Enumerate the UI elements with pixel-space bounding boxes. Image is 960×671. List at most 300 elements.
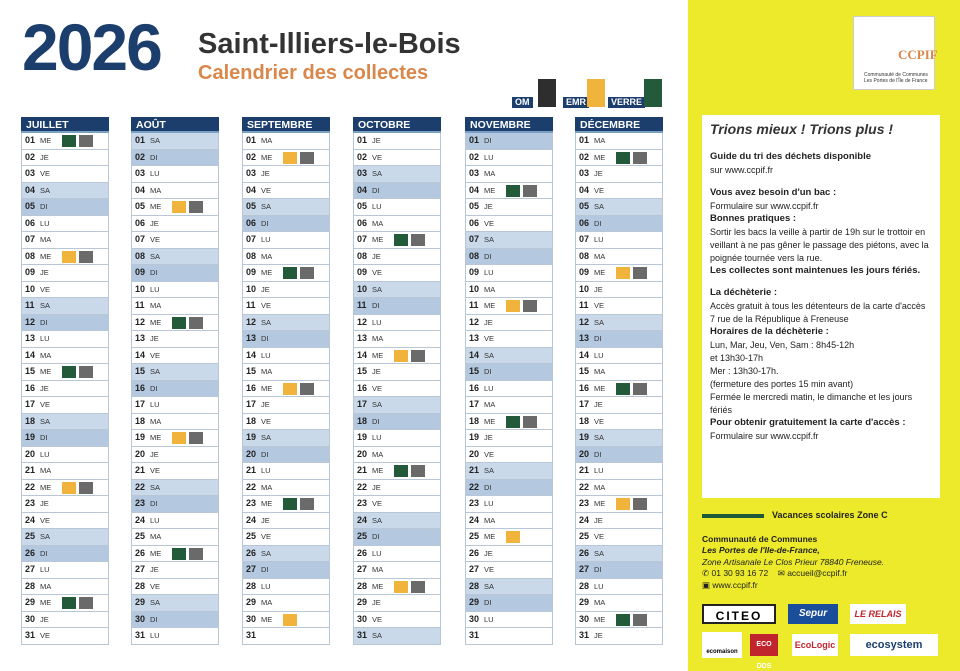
day-row: [465, 381, 553, 398]
day-name: MA: [372, 334, 384, 343]
day-number: 31: [469, 630, 480, 640]
day-number: 17: [135, 399, 146, 409]
day-row: [465, 562, 553, 579]
day-number: 15: [357, 366, 368, 376]
day-name: JE: [372, 251, 381, 261]
day-row: [353, 232, 441, 249]
day-row: [353, 579, 441, 596]
day-number: 22: [357, 481, 368, 492]
collection-emr-marker: [62, 251, 76, 263]
month-column: [21, 117, 109, 645]
day-number: 07: [246, 234, 257, 244]
collection-marks: [394, 234, 425, 246]
partner-eco-dds: ECO DDS: [750, 634, 778, 656]
day-number: 29: [135, 597, 146, 607]
collection-marks: [394, 465, 425, 477]
month-column: [575, 117, 663, 645]
day-name: SA: [372, 400, 383, 409]
card-text: Formulaire sur www.ccpif.fr: [710, 431, 819, 442]
day-row: [21, 216, 109, 233]
day-number: 31: [246, 630, 257, 640]
collection-marks: [506, 416, 537, 428]
day-number: 06: [357, 217, 368, 228]
day-row: [242, 480, 330, 497]
day-name: LU: [372, 548, 382, 558]
day-name: VE: [261, 532, 272, 541]
day-name: JE: [150, 218, 159, 228]
day-name: LU: [484, 614, 494, 624]
day-row: [465, 265, 553, 282]
day-name: DI: [261, 565, 269, 574]
day-row: [131, 298, 219, 315]
collection-verre-marker: [616, 383, 630, 395]
day-row: [353, 265, 441, 282]
day-name: MA: [261, 251, 273, 261]
day-name: MA: [150, 301, 162, 310]
collection-emr-marker: [172, 201, 186, 213]
day-row: [21, 397, 109, 414]
logo-text: CCPIF: [898, 47, 938, 62]
day-name: DI: [150, 152, 158, 162]
day-name: JE: [40, 614, 49, 624]
day-number: 08: [469, 250, 480, 261]
day-row: [353, 447, 441, 464]
day-number: 31: [135, 630, 146, 640]
collection-verre-marker: [506, 185, 520, 197]
day-row: [131, 265, 219, 282]
day-name: SA: [261, 433, 272, 442]
day-number: 26: [469, 547, 480, 558]
day-row: [131, 381, 219, 398]
collection-ref-marker: [300, 383, 314, 395]
collection-verre-marker: [616, 614, 630, 626]
collection-ref-marker: [411, 581, 425, 593]
month-header: DÉCEMBRE: [575, 117, 663, 133]
day-row: [575, 463, 663, 480]
day-number: 13: [135, 333, 146, 343]
day-row: [465, 298, 553, 315]
day-row: [21, 529, 109, 546]
day-number: 27: [25, 564, 36, 574]
day-name: ME: [594, 614, 606, 624]
day-number: 02: [469, 151, 480, 162]
day-name: SA: [372, 284, 383, 294]
day-row: [465, 249, 553, 266]
day-number: 25: [357, 531, 368, 541]
day-row: [131, 463, 219, 480]
day-row: [353, 348, 441, 365]
day-row: [21, 249, 109, 266]
collection-marks: [62, 597, 93, 609]
day-number: 08: [246, 250, 257, 261]
day-name: VE: [150, 581, 161, 591]
collection-marks: [172, 548, 203, 560]
collection-marks: [616, 267, 647, 279]
day-name: SA: [484, 235, 495, 244]
guide-url[interactable]: sur www.ccpif.fr: [710, 164, 774, 175]
day-row: [575, 232, 663, 249]
org-line-3: Zone Artisanale Le Clos Prieur 78840 Freneuse.: [702, 556, 885, 567]
day-number: 29: [579, 597, 590, 607]
collection-verre-marker: [394, 234, 408, 246]
day-number: 04: [579, 184, 590, 195]
day-number: 05: [25, 201, 36, 211]
day-number: 26: [357, 547, 368, 558]
day-number: 30: [357, 613, 368, 624]
day-number: 06: [579, 217, 590, 228]
day-row: [21, 282, 109, 299]
day-number: 12: [135, 316, 146, 327]
day-row: [21, 315, 109, 332]
day-name: SA: [594, 548, 605, 558]
day-number: 28: [25, 580, 36, 591]
collection-marks: [283, 152, 314, 164]
collection-marks: [506, 185, 537, 197]
collection-verre-marker: [62, 597, 76, 609]
day-name: ME: [484, 185, 496, 195]
day-number: 20: [135, 448, 146, 459]
day-number: 30: [135, 613, 146, 624]
day-name: LU: [40, 565, 50, 574]
day-row: [242, 447, 330, 464]
day-row: [353, 496, 441, 513]
day-row: [131, 496, 219, 513]
day-name: VE: [594, 416, 605, 426]
day-name: VE: [484, 449, 495, 459]
day-number: 13: [469, 333, 480, 343]
email-address[interactable]: accueil@ccpif.fr: [787, 568, 848, 579]
day-row: [465, 546, 553, 563]
calendar-subtitle: Calendrier des collectes: [198, 62, 429, 84]
day-row: [21, 546, 109, 563]
day-number: 02: [357, 151, 368, 162]
day-name: MA: [40, 581, 52, 591]
legend-om: [512, 74, 558, 110]
bac-text: Formulaire sur www.ccpif.fr: [710, 200, 819, 211]
day-number: 25: [469, 531, 480, 541]
day-row: [575, 348, 663, 365]
collection-emr-marker: [506, 300, 520, 312]
day-row: [21, 364, 109, 381]
day-row: [465, 216, 553, 233]
collection-ref-marker: [300, 152, 314, 164]
day-number: 24: [357, 514, 368, 525]
day-name: VE: [372, 383, 383, 393]
day-number: 11: [579, 300, 589, 310]
collection-ref-marker: [523, 300, 537, 312]
day-row: [21, 496, 109, 513]
day-row: [353, 315, 441, 332]
day-row: [575, 166, 663, 183]
collection-marks: [62, 251, 93, 263]
day-row: [465, 480, 553, 497]
day-row: [575, 265, 663, 282]
day-number: 19: [246, 432, 257, 442]
day-name: MA: [484, 284, 496, 294]
day-name: VE: [372, 614, 383, 624]
day-number: 09: [25, 267, 36, 277]
day-name: VE: [484, 334, 495, 343]
day-row: [131, 166, 219, 183]
day-row: [353, 331, 441, 348]
day-name: JE: [594, 400, 603, 409]
collection-emr-marker: [506, 531, 520, 543]
day-row: [21, 199, 109, 216]
website-link[interactable]: www.ccpif.fr: [712, 579, 758, 590]
day-name: DI: [484, 482, 492, 492]
collection-ref-marker: [189, 432, 203, 444]
phone-number[interactable]: 01 30 93 16 72: [711, 568, 769, 579]
day-row: [465, 612, 553, 629]
day-row: [131, 612, 219, 629]
day-row: [353, 397, 441, 414]
day-number: 18: [579, 415, 590, 426]
day-row: [465, 496, 553, 513]
partner-sepur: Sepur: [788, 604, 838, 624]
day-number: 25: [579, 531, 590, 541]
day-number: 16: [579, 382, 590, 393]
day-name: VE: [150, 466, 161, 475]
day-name: ME: [372, 581, 384, 591]
day-number: 17: [357, 399, 368, 409]
day-row: [575, 562, 663, 579]
day-number: 22: [469, 481, 480, 492]
day-number: 31: [357, 630, 368, 640]
month-column: [353, 117, 441, 645]
day-row: [21, 183, 109, 200]
day-number: 04: [357, 184, 368, 195]
day-name: LU: [484, 268, 494, 277]
collection-ref-marker: [633, 152, 647, 164]
day-row: [575, 628, 663, 645]
collection-ref-marker: [189, 317, 203, 329]
day-name: DI: [150, 614, 158, 624]
month-column: [131, 117, 219, 645]
day-number: 15: [135, 366, 146, 376]
day-row: [465, 315, 553, 332]
day-row: [21, 298, 109, 315]
day-row: [21, 150, 109, 167]
day-number: 20: [357, 448, 368, 459]
collection-marks: [616, 383, 647, 395]
day-name: VE: [372, 152, 383, 162]
day-name: SA: [40, 185, 51, 195]
practices-title: Bonnes pratiques :: [710, 212, 797, 224]
day-row: [465, 529, 553, 546]
collection-ref-marker: [79, 135, 93, 147]
day-name: ME: [261, 268, 273, 277]
day-name: VE: [261, 185, 272, 195]
org-line-1: Communauté de Communes: [702, 534, 818, 544]
day-number: 04: [469, 184, 480, 195]
day-name: JE: [372, 482, 381, 492]
day-number: 16: [357, 382, 368, 393]
org-line-2: Les Portes de l'Ile-de-France,: [702, 545, 820, 556]
day-row: [21, 331, 109, 348]
day-number: 03: [579, 168, 590, 178]
day-name: ME: [484, 532, 496, 541]
day-name: LU: [594, 581, 604, 591]
day-number: 16: [246, 382, 257, 393]
school-holidays-bar: [702, 514, 764, 518]
practices-note: Les collectes sont maintenues les jours fériés.: [710, 264, 921, 276]
legend-emr-label: EMR: [563, 97, 589, 108]
day-number: 06: [246, 217, 257, 228]
day-number: 05: [469, 201, 480, 211]
day-number: 10: [25, 283, 36, 294]
day-name: MA: [40, 466, 52, 475]
day-name: MA: [594, 251, 606, 261]
day-row: [242, 612, 330, 629]
collection-marks: [62, 135, 93, 147]
day-row: [465, 513, 553, 530]
year-title: 2026: [22, 10, 161, 84]
collection-marks: [616, 152, 647, 164]
day-row: [353, 150, 441, 167]
day-name: MA: [261, 367, 273, 376]
day-number: 21: [579, 465, 590, 475]
day-row: [131, 430, 219, 447]
day-name: SA: [261, 202, 272, 211]
day-name: MA: [484, 169, 496, 178]
collection-emr-marker: [616, 498, 630, 510]
day-row: [131, 562, 219, 579]
day-number: 22: [135, 481, 146, 492]
day-number: 24: [579, 514, 590, 525]
day-row: [353, 216, 441, 233]
day-number: 05: [579, 201, 590, 211]
day-row: [353, 249, 441, 266]
day-row: [575, 397, 663, 414]
day-number: 03: [357, 168, 368, 178]
day-number: 09: [135, 267, 146, 277]
day-name: SA: [40, 301, 51, 310]
day-number: 20: [579, 448, 590, 459]
day-name: ME: [261, 614, 273, 624]
day-row: [131, 183, 219, 200]
day-name: VE: [594, 301, 605, 310]
day-row: [353, 166, 441, 183]
day-name: LU: [261, 466, 271, 475]
day-name: LU: [150, 631, 160, 640]
day-row: [575, 595, 663, 612]
collection-verre-marker: [62, 366, 76, 378]
partner-citeo: CITEO: [702, 604, 776, 624]
day-name: SA: [150, 598, 161, 607]
day-number: 29: [246, 597, 257, 607]
day-row: [21, 595, 109, 612]
collection-marks: [62, 366, 93, 378]
day-name: SA: [484, 581, 495, 591]
day-row: [575, 447, 663, 464]
day-number: 21: [469, 465, 480, 475]
day-number: 12: [357, 316, 368, 327]
day-name: VE: [40, 515, 51, 525]
day-name: JE: [261, 169, 270, 178]
day-row: [242, 381, 330, 398]
day-number: 30: [25, 613, 36, 624]
day-name: JE: [594, 515, 603, 525]
day-name: DI: [594, 334, 602, 343]
collection-verre-marker: [506, 416, 520, 428]
day-name: ME: [150, 317, 162, 327]
day-row: [465, 331, 553, 348]
day-name: MA: [261, 598, 273, 607]
day-name: JE: [261, 284, 270, 294]
day-name: MA: [150, 185, 162, 195]
day-number: 15: [579, 366, 590, 376]
day-name: SA: [150, 136, 161, 145]
day-number: 02: [246, 151, 257, 162]
day-number: 25: [135, 531, 146, 541]
day-row: [575, 315, 663, 332]
day-number: 14: [135, 349, 146, 360]
om-bin-icon: [538, 79, 556, 107]
day-name: SA: [372, 169, 383, 178]
logo-caption: Communauté de Communes Les Portes de l'Île de France: [864, 72, 928, 84]
collection-ref-marker: [79, 251, 93, 263]
day-number: 12: [469, 316, 480, 327]
day-number: 09: [579, 267, 590, 277]
collection-ref-marker: [300, 498, 314, 510]
day-number: 30: [469, 613, 480, 624]
day-row: [465, 183, 553, 200]
collection-ref-marker: [79, 482, 93, 494]
closed-text: Fermée le mercredi matin, le dimanche et les jours fériés: [710, 392, 913, 416]
day-row: [575, 133, 663, 150]
day-row: [242, 348, 330, 365]
day-name: ME: [594, 268, 606, 277]
collection-ref-marker: [633, 267, 647, 279]
day-row: [353, 628, 441, 645]
day-number: 01: [135, 135, 146, 145]
day-number: 24: [246, 514, 257, 525]
day-number: 01: [357, 135, 368, 145]
day-number: 19: [25, 432, 36, 442]
org-contact: [702, 534, 942, 591]
day-name: ME: [40, 482, 52, 492]
day-number: 08: [25, 250, 36, 261]
day-name: JE: [40, 383, 49, 393]
day-name: VE: [150, 235, 161, 244]
collection-marks: [394, 350, 425, 362]
day-number: 02: [579, 151, 590, 162]
day-name: SA: [484, 350, 495, 360]
day-name: JE: [594, 169, 603, 178]
day-number: 10: [246, 283, 257, 294]
day-row: [465, 348, 553, 365]
day-row: [21, 628, 109, 645]
day-name: JE: [484, 548, 493, 558]
collection-emr-marker: [394, 581, 408, 593]
day-number: 09: [246, 267, 257, 277]
day-number: 07: [135, 234, 146, 244]
day-name: LU: [594, 466, 604, 475]
day-name: VE: [594, 532, 605, 541]
day-name: LU: [150, 169, 160, 178]
day-row: [242, 546, 330, 563]
day-number: 15: [246, 366, 257, 376]
day-name: LU: [484, 499, 494, 508]
day-row: [21, 414, 109, 431]
day-row: [353, 480, 441, 497]
day-row: [131, 282, 219, 299]
day-row: [242, 298, 330, 315]
day-number: 23: [579, 498, 590, 508]
day-row: [353, 381, 441, 398]
day-row: [242, 595, 330, 612]
day-number: 13: [246, 333, 257, 343]
